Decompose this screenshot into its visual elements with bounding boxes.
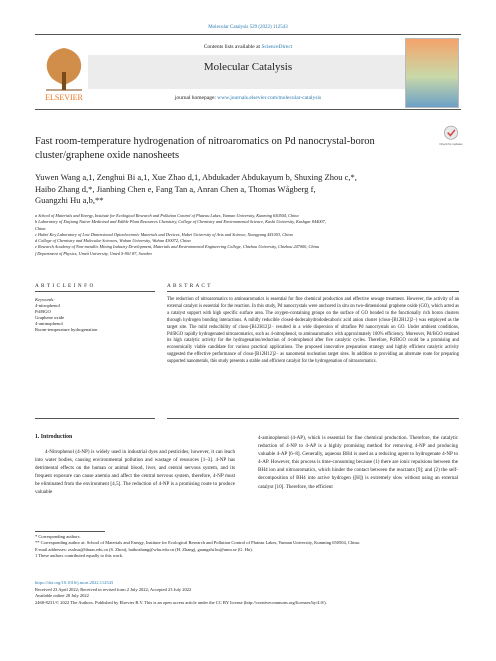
journal-cover-image [405, 38, 459, 108]
divider [35, 418, 155, 419]
affiliation-item: a School of Materials and Energy, Institute for Ecological Research and Pollution Control of Plateau Lakes, Yunnan University, Kunming 650504, China [35, 213, 299, 218]
footnote-item: * Corresponding authors. [35, 534, 81, 539]
authors-line: Guangzhi Hu a,b,** [35, 195, 104, 205]
sciencedirect-link[interactable]: ScienceDirect [261, 44, 293, 50]
license-line: 2468-8231/© 2022 The Authors. Published by Elsevier B.V. This is an open access article under the CC BY license (http://creativecommons.org/licenses/by/4.0/). [35, 599, 327, 605]
affiliations [35, 213, 465, 257]
divider [167, 291, 459, 292]
affiliation-item: c Hubei Key Laboratory of Low Dimensional Optoelectronic Materials and Devices, Hubei University of Arts and Science, Xiangyang 441053, China [35, 231, 293, 237]
available-line: Available online 28 July 2022 [35, 593, 89, 598]
footnote-divider [35, 531, 105, 532]
affiliation-item: China [35, 225, 46, 231]
body-column-right: 4-aminophenol (4-AP), which is essential for fine chemical production. Therefore, the catalytic reduction of 4-NP to 4-AP is a highly promising method for removing 4-NP and producing valuable 4-AP [6–8]. Generally, aqueous BH4 is used as a reducing agent to hydrogenate 4-NP to 4-AP. However, this process is time-consuming because (1) there are ionic repulsions between the BH4 ion and nitroaromatics, which hinder the contact between the reactants [9]; and (2) the self-decomposition of BH4 into active hydrogen ([H]) is extremely slow without using an external catalyst [10]. Therefore, the efficient [258, 435, 458, 490]
footnotes [35, 534, 465, 559]
keyword-item: Graphene oxide [35, 315, 65, 321]
journal-reference[interactable]: Molecular Catalysis 529 (2022) 112543 [208, 25, 288, 30]
doi-link[interactable]: https://doi.org/10.1016/j.mcat.2022.112543 [35, 580, 114, 585]
keyword-item: Pd/BGO [35, 309, 51, 315]
article-title: Fast room-temperature hydrogenation of nitroaromatics on Pd nanocrystal-boron cluster/graphene oxide nanosheets [35, 136, 375, 161]
body-column-left: 4-Nitrophenol (4-NP) is widely used in industrial dyes and pesticides; however, it can leach into water bodies, causing environmental pollution and wastage of resources [1–3]. 4-NP has detrimental effects on the human or animal blood, liver, and central nervous system, and its frequent exposure can cause anemia and affect the central nervous system, therefore, 4-NP must be eliminated from the environment [4,5]. The reduction of 4-NP is a promising route to produce valuable [35, 449, 235, 496]
author-list [35, 172, 455, 207]
elsevier-wordmark: ELSEVIER [45, 93, 83, 102]
affiliation-item: d College of Chemistry and Molecular Sciences, Wuhan University, Wuhan 430072, China [35, 238, 191, 244]
abstract-text: The reduction of nitroaromatics to aminoaromatics is essential for fine chemical production and effective sewage treatment. However, the activity of an external catalyst is essential for the reaction. In this study, Pd nanocrystals were anchored in situ on two-dimensional graphene oxide (GO), which acted as a catalyst support with high specific surface area. The oxygen-containing groups on the surface of GO bonded to the functionally rich boron clusters through hydrogen bonding interactions. A mildly reducible closed-dodecahydrododecaboric acid anion cluster (closo-[B12H12]2−) was employed as the target site. The mild reducibility of closo-[B12H12]2− resulted in a wide dispersion of ultrafine Pd nanocrystals on GO. Under ambient conditions, Pd/BGO rapidly hydrogenated nitroaromatics, such as 4-nitrophenol, to aminoaromatics with approximately 100% efficiency. Moreover, Pd/BGO retained its high catalytic activity for the hydrogenation/reduction of 4-nitrophenol after five catalytic cycles. Therefore, Pd/BGO could be a promising and economically viable candidate for various practical applications. The proposed innovative preparation strategy and highly efficient catalytic activity suggested the effective performance of closo-[B12H12]2− as nanometal nucleation target sites. In addition to providing an alternate route for preparing supported nanometals, this study presents a stable and efficient catalyst for the hydrogenation of nitroaromatics. [167, 297, 459, 365]
article-info-heading: A R T I C L E I N F O [35, 283, 94, 289]
crossmark-label: Check for updates [439, 141, 463, 146]
abstract-heading: A B S T R A C T [167, 283, 212, 289]
contents-prefix: Contents lists available at [203, 44, 261, 50]
footnote-item: E-mail addresses: zsxhsu@hbuas.edu.cn (S. Zhou), haibozhang@whu.edu.cn (H. Zhang), guangzhi.hu@umu.se (G. Hu). [35, 546, 253, 552]
contents-line [100, 44, 396, 50]
elsevier-logo [40, 42, 88, 104]
homepage-link[interactable]: www.journals.elsevier.com/molecular-catalysis [217, 95, 322, 101]
footnote-item: ** Corresponding author at: School of Materials and Energy, Institute for Ecological Research and Pollution Control of Plateau Lakes, Yunnan University, Kunming 650504, China. [35, 540, 360, 546]
authors-line: Yuwen Wang a,1, Zenghui Bi a,1, Xue Zhao d,1, Abdukader Abdukayum b, Shuxing Zhou c,*, [35, 172, 357, 182]
affiliation-item: e Research Academy of Non-metallic Mining Industry Development, Materials and Environmental Engineering College, Chizhou University, Chizhou 247000, China [35, 244, 319, 250]
journal-title: Molecular Catalysis [203, 61, 293, 73]
section-heading: 1. Introduction [35, 434, 73, 440]
affiliation-item: f Department of Physics, Umeå University, Umeå S-901 87, Sweden [35, 250, 152, 256]
dates-line: Received 23 April 2022; Received in revised form 2 July 2022; Accepted 23 July 2022 [35, 586, 192, 592]
keyword-item: 4-aminophenol [35, 321, 63, 327]
footnote-item: 1 These authors contributed equally to this work. [35, 552, 124, 558]
divider [167, 418, 459, 419]
keywords-heading: Keywords: [35, 297, 55, 302]
authors-line: Haibo Zhang d,*, Jianbing Chen e, Fang Tan a, Anran Chen a, Thomas Wågberg f, [35, 183, 316, 194]
keywords-block [35, 297, 155, 334]
crossmark-icon[interactable] [439, 125, 463, 147]
affiliation-item: b Laboratory of Xinjiang Native Medicinal and Edible Plant Resources Chemistry, College of Chemistry and Environmental Science, Kashi University, Kashgar 844007, [35, 219, 326, 225]
keyword-item: Room-temperature hydrogenation [35, 327, 98, 333]
publication-info [35, 580, 465, 606]
keyword-item: 4-nitrophenol [35, 303, 61, 309]
homepage-prefix: journal homepage: [174, 95, 216, 101]
homepage-line [100, 95, 396, 101]
divider [35, 291, 155, 292]
